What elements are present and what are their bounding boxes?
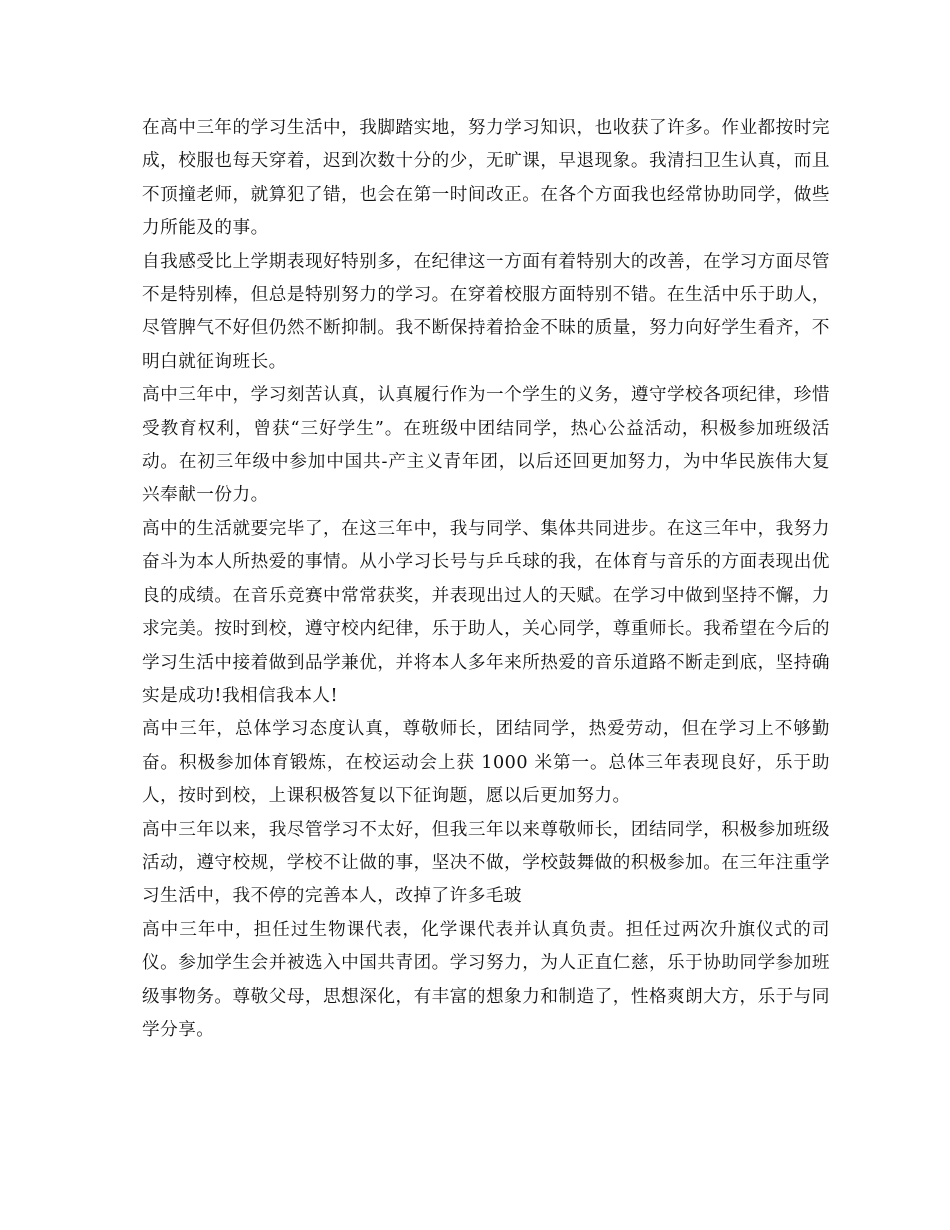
paragraph-3: 高中三年中，学习刻苦认真，认真履行作为一个学生的义务，遵守学校各项纪律，珍惜受教育权利，曾获“三好学生”。在班级中团结同学，热心公益活动，积极参加班级活动。在初三年级中参加中国共-产主义青年团，以后还回更加努力，为中华民族伟大复兴奉献一份力。 — [142, 385, 830, 506]
paragraph-1: 在高中三年的学习生活中，我脚踏实地，努力学习知识，也收获了许多。作业都按时完成，校服也每天穿着，迟到次数十分的少，无旷课，早退现象。我清扫卫生认真，而且不顶撞老师，就算犯了错，也会在第一时间改正。在各个方面我也经常协助同学，做些力所能及的事。 — [142, 118, 830, 239]
paragraph-5: 高中三年，总体学习态度认真，尊敬师长，团结同学，热爱劳动，但在学习上不够勤奋。积极参加体育锻炼，在校运动会上获 1000 米第一。总体三年表现良好，乐于助人，按时到校，上课积极答复以下征询题，愿以后更加努力。 — [142, 719, 830, 807]
paragraph-2: 自我感受比上学期表现好特别多，在纪律这一方面有着特别大的改善，在学习方面尽管不是特别棒，但总是特别努力的学习。在穿着校服方面特别不错。在生活中乐于助人，尽管脾气不好但仍然不断抑制。我不断保持着拾金不昧的质量，努力向好学生看齐，不明白就征询班长。 — [142, 251, 830, 372]
document-body — [142, 112, 830, 1047]
paragraph-4: 高中的生活就要完毕了，在这三年中，我与同学、集体共同进步。在这三年中，我努力奋斗为本人所热爱的事情。从小学习长号与乒乓球的我，在体育与音乐的方面表现出优良的成绩。在音乐竞赛中常常获奖，并表现出过人的天赋。在学习中做到坚持不懈，力求完美。按时到校，遵守校内纪律，乐于助人，关心同学，尊重师长。我希望在今后的学习生活中接着做到品学兼优，并将本人多年来所热爱的音乐道路不断走到底，坚持确实是成功!我相信我本人! — [142, 518, 830, 706]
paragraph-6: 高中三年以来，我尽管学习不太好，但我三年以来尊敬师长，团结同学，积极参加班级活动，遵守校规，学校不让做的事，坚决不做，学校鼓舞做的积极参加。在三年注重学习生活中，我不停的完善本人，改掉了许多毛玻 — [142, 819, 830, 907]
paragraph-7: 高中三年中，担任过生物课代表，化学课代表并认真负责。担任过两次升旗仪式的司仪。参加学生会并被选入中国共青团。学习努力，为人正直仁慈，乐于协助同学参加班级事物务。尊敬父母，思想深化，有丰富的想象力和制造了，性格爽朗大方，乐于与同学分享。 — [142, 919, 830, 1040]
